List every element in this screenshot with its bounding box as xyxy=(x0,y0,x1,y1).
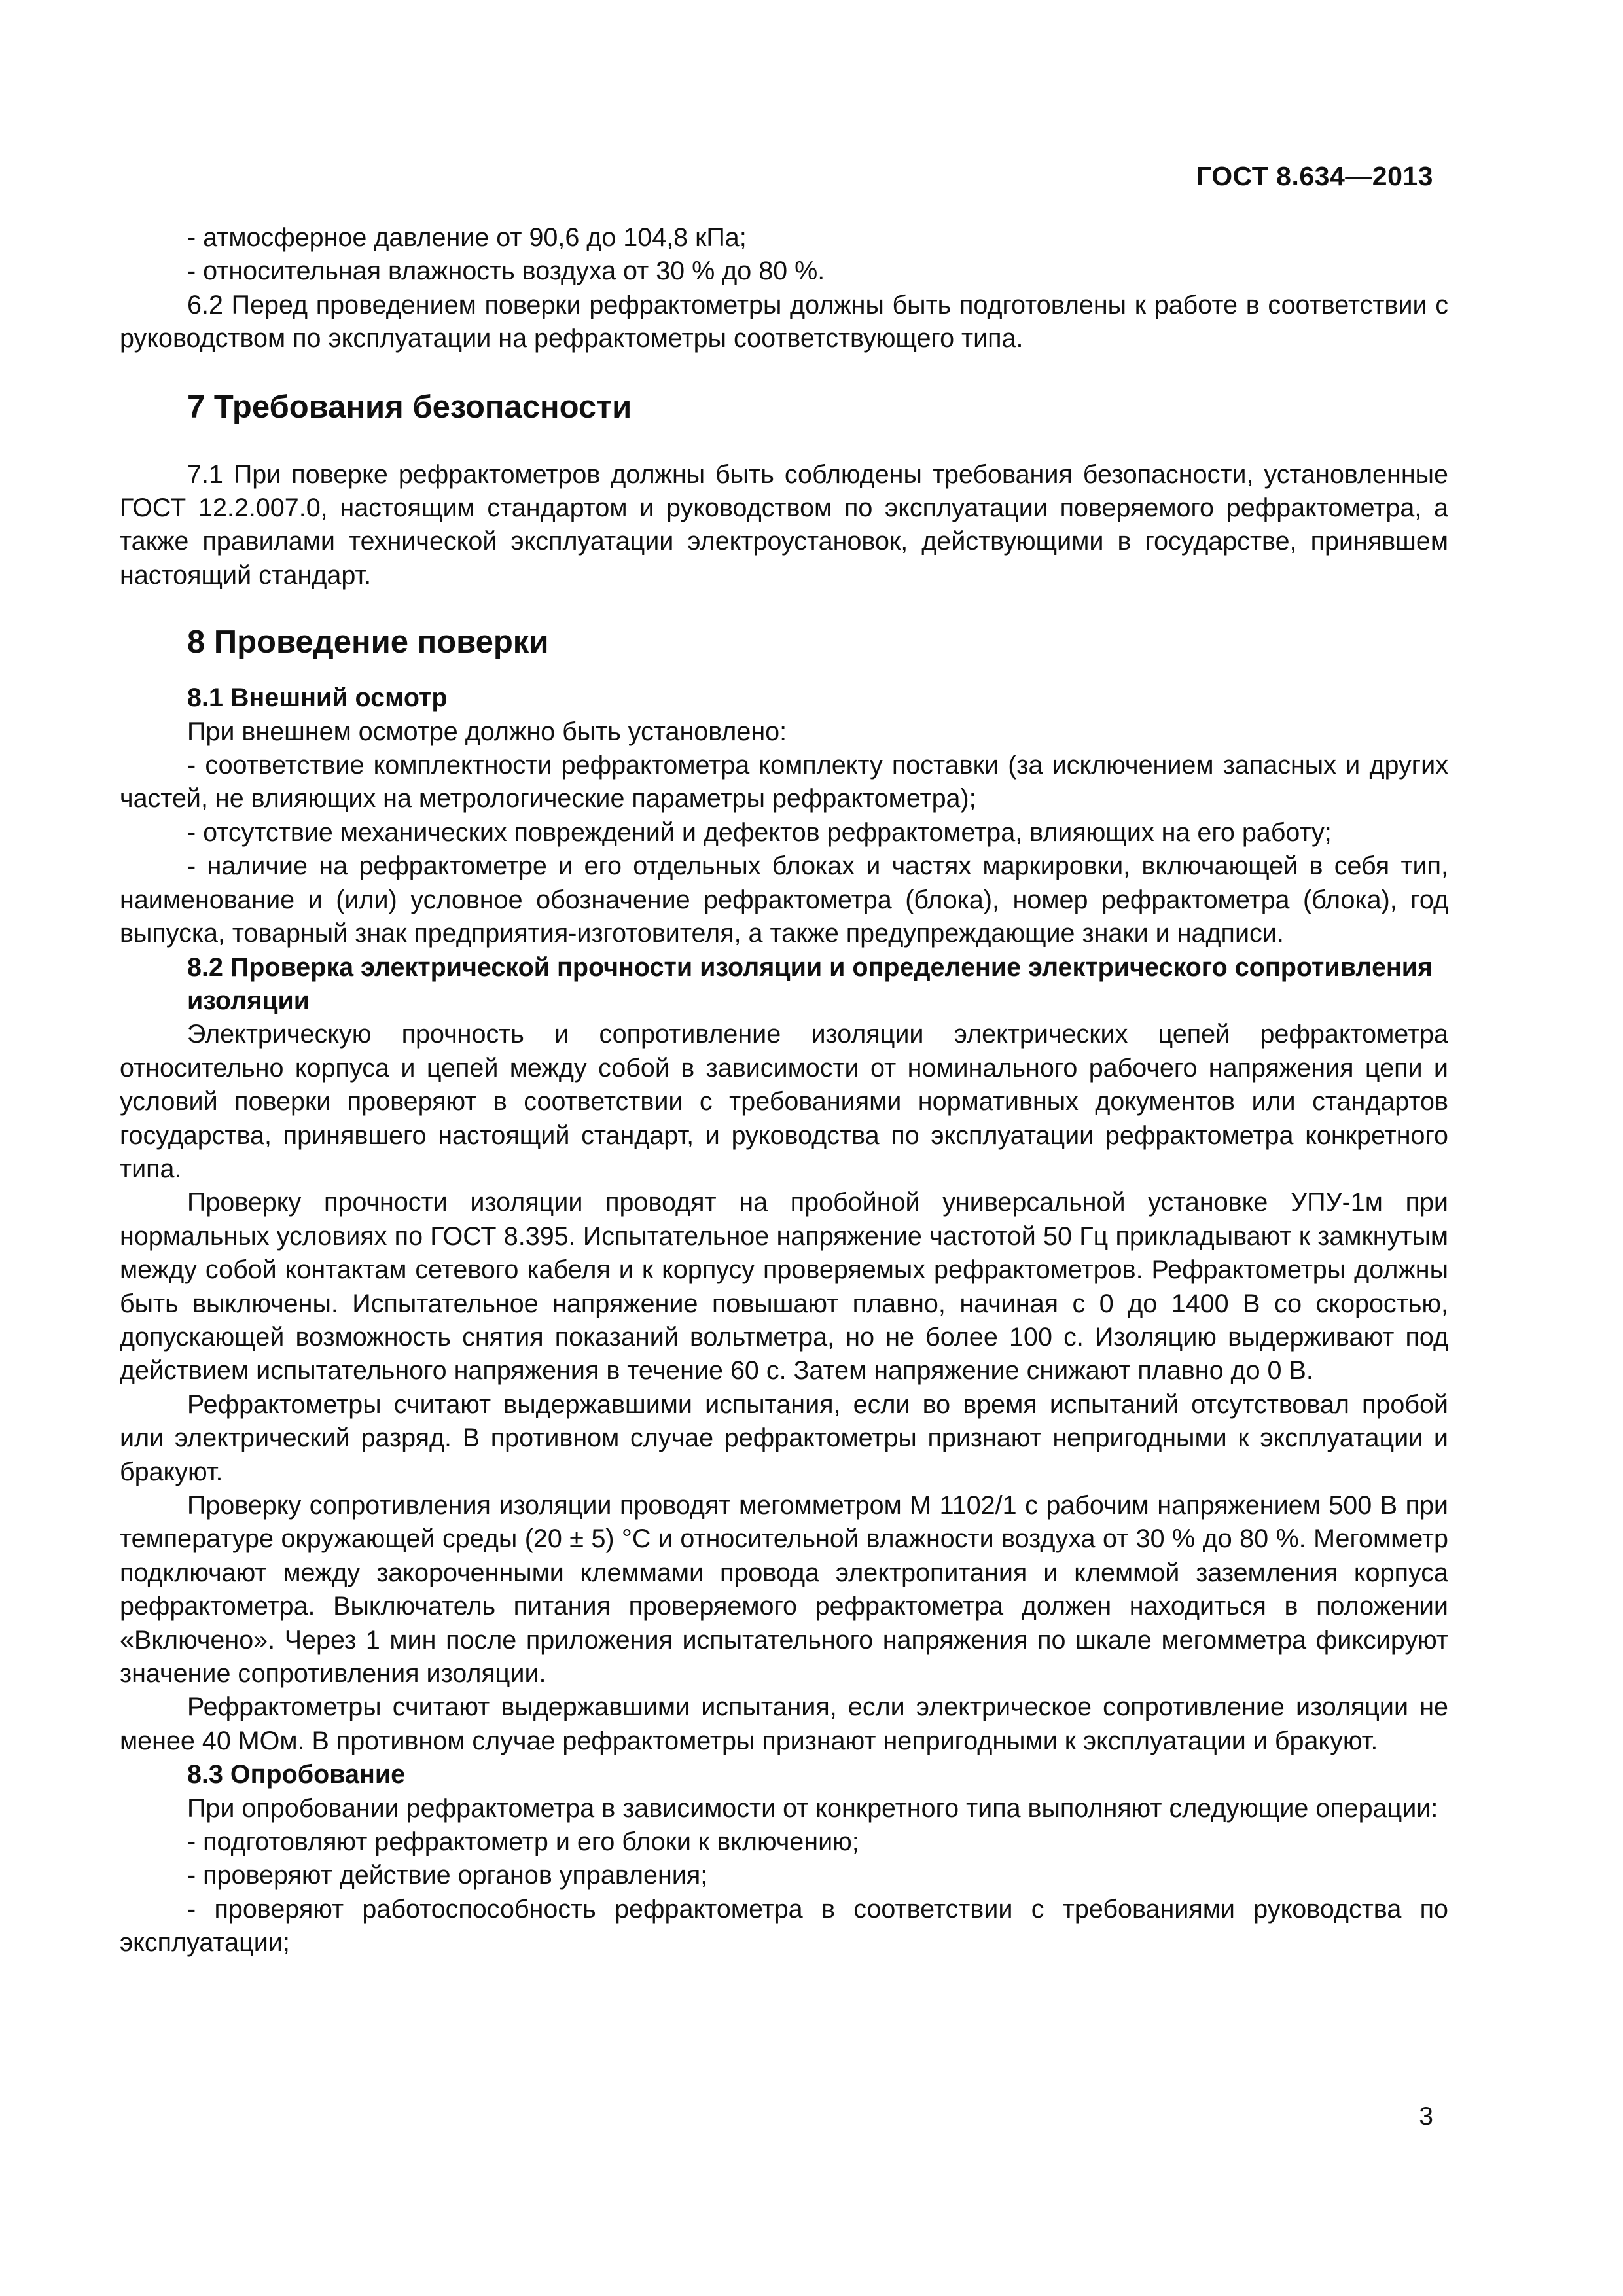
section-8-heading: 8 Проведение поверки xyxy=(187,624,549,660)
paragraph: - проверяют работоспособность рефрактометра в соответствии с требованиями руководства по эксплуатации; xyxy=(120,1894,1448,1958)
paragraph: - отсутствие механических повреждений и дефектов рефрактометра, влияющих на его работу; xyxy=(187,817,1332,847)
paragraph: При внешнем осмотре должно быть установлено: xyxy=(187,717,787,746)
paragraph: Проверку сопротивления изоляции проводят мегомметром М 1102/1 с рабочим напряжением 500 В при температуре окружающей среды (20 ± 5) °С и относительной влажности воздуха от 30 % до 80 %. Мегомметр подключают между закороченными клеммами провода электропитания и клеммой заземления корпуса рефрактометра. Выключатель питания проверяемого рефрактометра должен находиться в положении «Включено». Через 1 мин после приложения испытательного напряжения по шкале мегомметра фиксируют значение сопротивления изоляции. xyxy=(120,1491,1448,1689)
subsection-8-1-heading: 8.1 Внешний осмотр xyxy=(187,683,448,713)
paragraph: - атмосферное давление от 90,6 до 104,8 кПа; xyxy=(187,223,747,252)
paragraph: 7.1 При поверке рефрактометров должны быть соблюдены требования безопасности, установленные ГОСТ 12.2.007.0, настоящим стандартом и руководством по эксплуатации поверяемого рефрактометра, а также правилами технической эксплуатации электроустановок, действующими в государстве, принявшем настоящий стандарт. xyxy=(120,459,1448,590)
paragraph: Электрическую прочность и сопротивление изоляции электрических цепей рефрактометра относительно корпуса и цепей между собой в зависимости от номинального рабочего напряжения цепи и условий поверки проверяют в соответствии с требованиями нормативных документов или стандартов государства, принявшего настоящий стандарт, и руководства по эксплуатации рефрактометра конкретного типа. xyxy=(120,1020,1448,1183)
document-code-header: ГОСТ 8.634—2013 xyxy=(1196,161,1433,191)
paragraph: - подготовляют рефрактометр и его блоки к включению; xyxy=(187,1827,859,1857)
paragraph: - проверяют действие органов управления; xyxy=(187,1861,708,1890)
paragraph: - соответствие комплектности рефрактометра комплекту поставки (за исключением запасных и других частей, не влияющих на метрологические параметры рефрактометра); xyxy=(120,751,1448,814)
section-7-heading: 7 Требования безопасности xyxy=(187,389,632,425)
paragraph: 6.2 Перед проведением поверки рефрактометры должны быть подготовлены к работе в соответствии с руководством по эксплуатации на рефрактометры соответствующего типа. xyxy=(120,290,1448,353)
paragraph: Проверку прочности изоляции проводят на пробойной универсальной установке УПУ-1м при нормальных условиях по ГОСТ 8.395. Испытательное напряжение частотой 50 Гц прикладывают к замкнутым между собой контактам сетевого кабеля и к корпусу проверяемых рефрактометров. Рефрактометры должны быть выключены. Испытательное напряжение повышают плавно, начиная с 0 до 1400 В со скоростью, допускающей возможность снятия показаний вольтметра, но не более 100 с. Изоляцию выдерживают под действием испытательного напряжения в течение 60 с. Затем напряжение снижают плавно до 0 В. xyxy=(120,1188,1448,1386)
paragraph: Рефрактометры считают выдержавшими испытания, если электрическое сопротивление изоляции не менее 40 МОм. В противном случае рефрактометры признают непригодными к эксплуатации и бракуют. xyxy=(120,1693,1448,1755)
subsection-8-3-heading: 8.3 Опробование xyxy=(187,1760,406,1789)
paragraph: - наличие на рефрактометре и его отдельных блоках и частях маркировки, включающей в себя тип, наименование и (или) условное обозначение рефрактометра (блока), номер рефрактометра (блока), год выпуска, товарный знак предприятия-изготовителя, а также предупреждающие знаки и надписи. xyxy=(120,852,1448,948)
paragraph: При опробовании рефрактометра в зависимости от конкретного типа выполняют следующие операции: xyxy=(187,1793,1438,1823)
document-body xyxy=(120,221,1448,1960)
paragraph: - относительная влажность воздуха от 30 % до 80 %. xyxy=(187,257,825,286)
subsection-8-2-heading: 8.2 Проверка электрической прочности изоляции и определение электрического сопротивления изоляции xyxy=(187,952,1433,1015)
paragraph: Рефрактометры считают выдержавшими испытания, если во время испытаний отсутствовал пробой или электрический разряд. В противном случае рефрактометры признают непригодными к эксплуатации и бракуют. xyxy=(120,1390,1448,1486)
page-number: 3 xyxy=(1419,2102,1433,2130)
